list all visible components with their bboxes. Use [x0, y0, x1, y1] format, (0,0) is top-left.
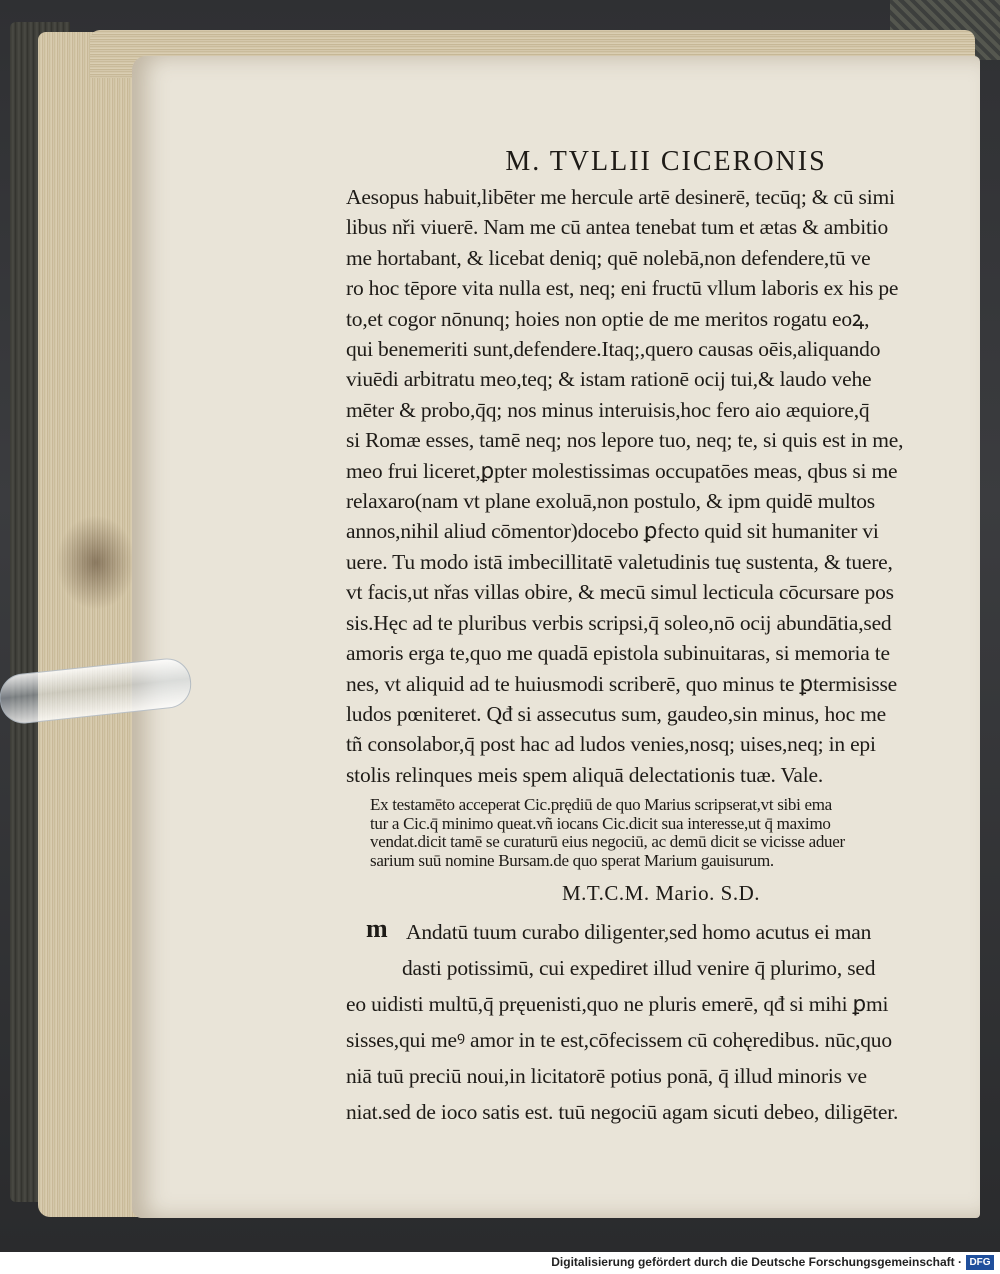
text-line: to,et cogor nōnunq; hoies non optie de me meritos rogatu eoꝝ, [346, 306, 870, 331]
summary-line: Ex testamēto acceperat Cic.prędiū de quo Marius scripserat,vt sibi ema [370, 795, 832, 815]
text-line: eo uidisti multū,q̄ pręuenisti,quo ne pluris emerē, qđ si mihi ꝑmi [346, 991, 889, 1016]
text-line: niat.sed de ioco satis est. tuū negociū agam sicuti debeo, diligēter. [346, 1099, 899, 1124]
page-stain [56, 515, 136, 610]
body-text [346, 182, 946, 790]
summary-line: vendat.dicit tamē se curaturū eius negociū, ac demū dicit se vicisse aduer [370, 832, 845, 852]
text-line: annos,nihil aliud cōmentor)docebo ꝑfecto quid sit humaniter vi [346, 519, 879, 544]
text-line: qui benemeriti sunt,defendere.Itaq;,quero causas oēis,aliquando [346, 337, 881, 362]
text-line: viuēdi arbitratu meo,teq; & istam rationē ocij tui,& laudo vehe [346, 367, 872, 392]
text-line: sis.Hęc ad te pluribus verbis scripsi,q̄ soleo,nō ocij abundātia,sed [346, 610, 892, 635]
text-line: nes, vt aliquid ad te huiusmodi scriberē, quo minus te ꝑtermisisse [346, 671, 897, 696]
text-line: Aesopus habuit,libēter me hercule artē desinerē, tecūq; & cū simi [346, 185, 895, 209]
text-line: niā tuū preciū noui,in licitatorē potius ponā, q̄ illud minoris ve [346, 1063, 867, 1088]
text-line: relaxaro(nam vt plane exoluā,non postulo, & ipm quidē multos [346, 489, 875, 514]
letter-salutation: M.T.C.M. Mario. S.D. [561, 880, 761, 905]
argument-summary [346, 796, 946, 870]
letter-first-line [346, 914, 946, 950]
text-line: si Romæ esses, tamē neq; nos lepore tuo, neq; te, si quis est in me, [346, 428, 904, 453]
dfg-logo: DFG [966, 1255, 994, 1270]
text-line: me hortabant, & licebat deniq; quē nolebā,non defendere,tū ve [346, 245, 871, 270]
text-line: Andatū tuum curabo diligenter,sed homo acutus ei man [406, 919, 872, 944]
text-block [346, 146, 946, 1130]
text-line: ludos pœniteret. Qđ si assecutus sum, gaudeo,sin minus, hoc me [346, 701, 886, 726]
text-line: dasti potissimū, cui expediret illud venire q̄ plurimo, sed [402, 955, 876, 980]
text-line: tñ consolabor,q̄ post hac ad ludos venies,nosq; uises,neq; in epi [346, 732, 876, 757]
footer-bar [0, 1252, 1000, 1274]
text-line: ro hoc tēpore vita nulla est, neq; eni fructū vllum laboris ex his pe [346, 276, 899, 301]
text-line: libus nři viuerē. Nam me cū antea tenebat tum et ætas & ambitio [346, 215, 889, 240]
text-line: uere. Tu modo istā imbecillitatē valetudinis tuę sustenta, & tuere, [346, 549, 893, 574]
text-line: sisses,qui meꝰ amor in te est,cōfecissem cū cohęredibus. nūc,quo [346, 1027, 892, 1052]
summary-line: tur a Cic.q̄ minimo queat.vñ iocans Cic.dicit sua interesse,ut q̄ maximo [370, 813, 831, 833]
summary-line: sarium suū nomine Bursam.de quo sperat Marium gauisurum. [370, 850, 774, 870]
text-line: stolis relinques meis spem aliquā delectationis tuæ. Vale. [346, 762, 824, 787]
funding-credit: Digitalisierung gefördert durch die Deutsche Forschungsgemeinschaft · [551, 1255, 962, 1269]
letter-body [346, 914, 946, 1130]
running-head: M. TVLLII CICERONIS [505, 146, 827, 177]
text-line: amoris erga te,quo me quadā epistola subinuitaras, si memoria te [346, 641, 890, 666]
guide-letter: m [366, 913, 388, 943]
text-line: mēter & probo,q̄q; nos minus interuisis,hoc fero aio æquiore,q̄ [346, 397, 870, 422]
text-line: meo frui liceret,ꝑpter molestissimas occupatōes meas, qbus si me [346, 458, 898, 483]
text-line: vt facis,ut nřas villas obire, & mecū simul lecticula cōcursare pos [346, 580, 894, 605]
